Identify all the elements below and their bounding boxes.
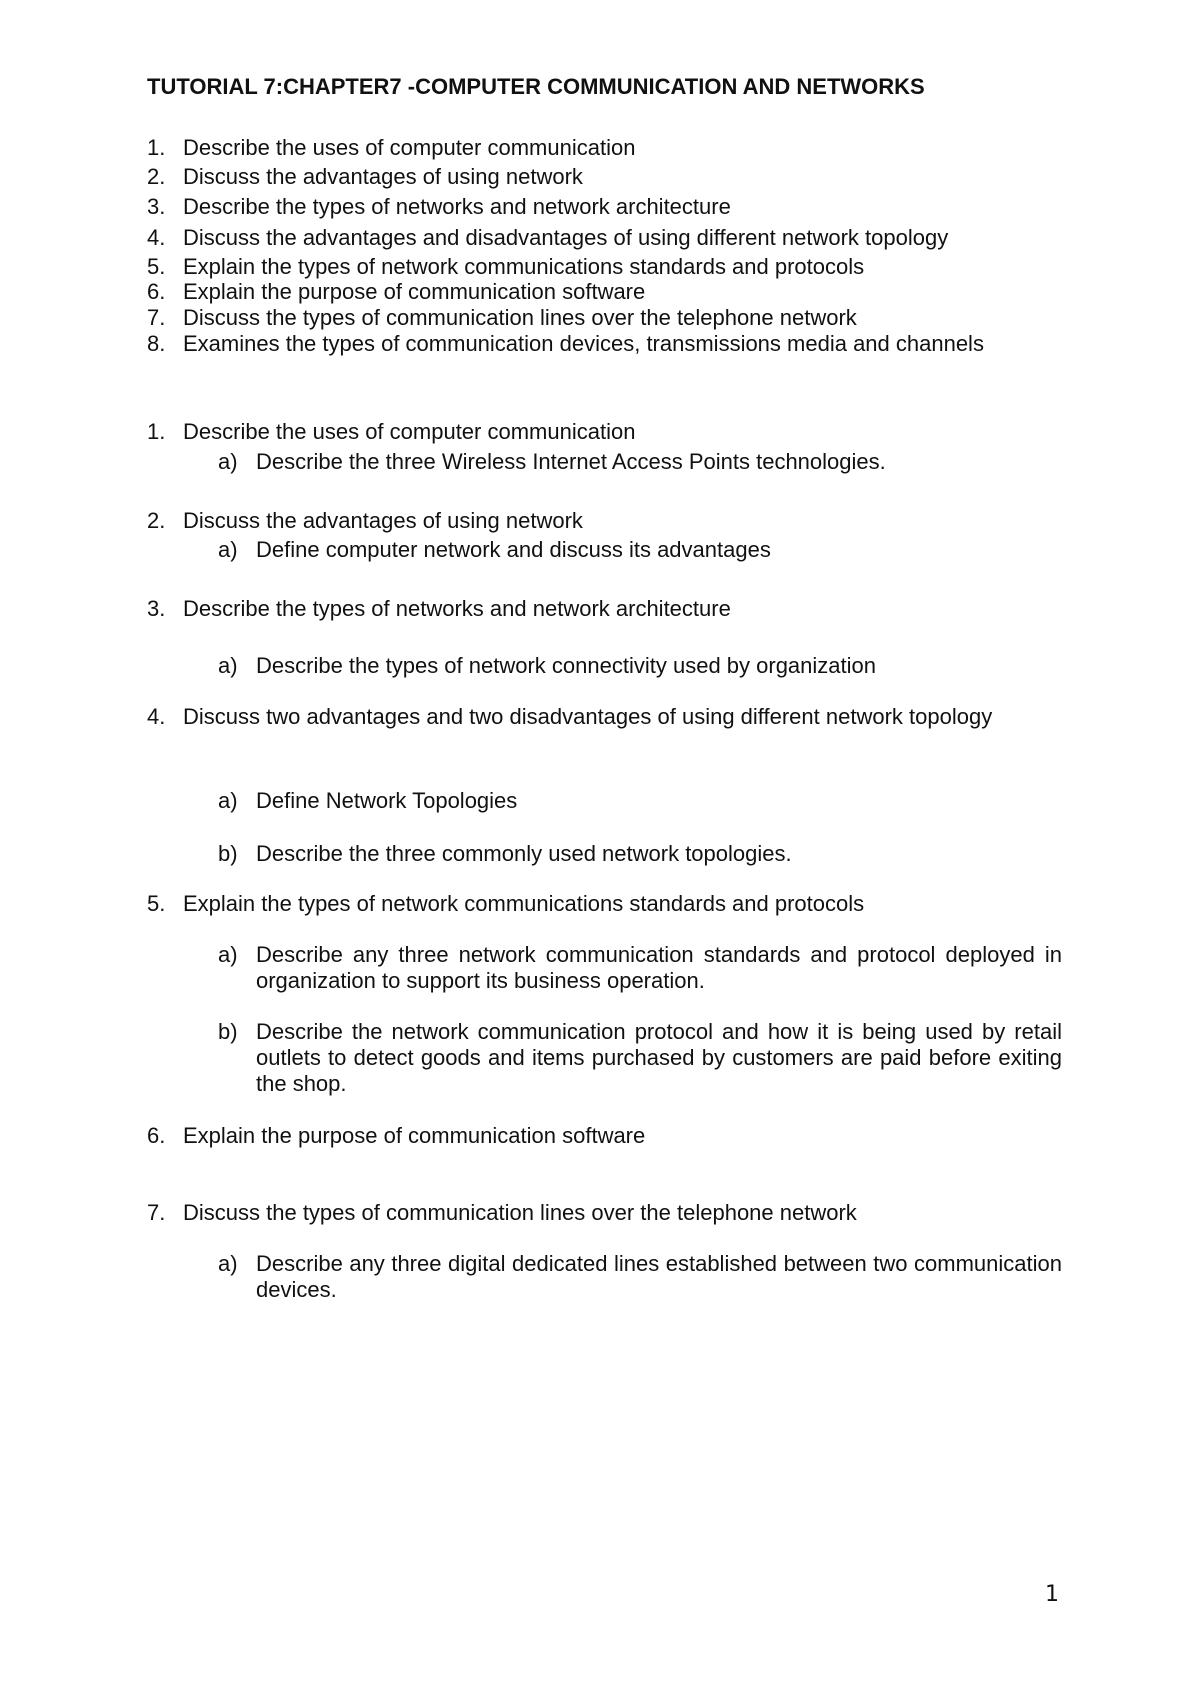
sub-question <box>218 536 1062 564</box>
sub-question <box>218 652 1062 680</box>
section-text: Discuss two advantages and two disadvantages of using different network topology <box>183 704 993 729</box>
list-item <box>147 253 1062 281</box>
item-number: 2. <box>147 164 166 189</box>
sub-label: b) <box>218 841 238 866</box>
sub-label: a) <box>218 788 238 813</box>
section-text: Discuss the advantages of using network <box>183 508 583 533</box>
sub-text: Define computer network and discuss its advantages <box>256 537 771 562</box>
item-text: Discuss the types of communication lines over the telephone network <box>183 305 857 330</box>
section-number: 3. <box>147 596 166 621</box>
sub-question <box>218 1019 1062 1097</box>
section-number: 4. <box>147 704 166 729</box>
section-text: Explain the types of network communications standards and protocols <box>183 891 865 916</box>
item-text: Explain the purpose of communication software <box>183 279 646 304</box>
list-item <box>147 163 1062 191</box>
section-text: Describe the types of networks and network architecture <box>183 596 731 621</box>
item-number: 7. <box>147 305 166 330</box>
list-item <box>147 224 1062 252</box>
sub-label: a) <box>218 537 238 562</box>
section-heading <box>147 1122 1062 1150</box>
sub-label: a) <box>218 1251 238 1276</box>
section-number: 5. <box>147 891 166 916</box>
sub-label: a) <box>218 449 238 474</box>
section-heading <box>147 703 1062 731</box>
list-item <box>147 134 1062 162</box>
item-text: Describe the types of networks and network architecture <box>183 194 731 219</box>
section-heading <box>147 1199 1062 1227</box>
page-number: 1 <box>1045 1582 1059 1607</box>
sub-label: a) <box>218 942 238 967</box>
item-number: 4. <box>147 225 166 250</box>
section-number: 1. <box>147 419 166 444</box>
sub-label: b) <box>218 1019 238 1044</box>
section-heading <box>147 418 1062 446</box>
sub-question <box>218 448 1062 476</box>
sub-text: Describe the network communication protocol and how it is being used by retail outlets to detect goods and items purchased by customers are paid before exiting the shop. <box>256 1019 1062 1096</box>
sub-text: Describe the types of network connectivity used by organization <box>256 653 876 678</box>
sub-text: Describe the three Wireless Internet Access Points technologies. <box>256 449 886 474</box>
item-number: 5. <box>147 254 166 279</box>
sub-question <box>218 840 1062 868</box>
list-item <box>147 278 1062 306</box>
section-number: 2. <box>147 508 166 533</box>
sub-label: a) <box>218 653 238 678</box>
section-number: 6. <box>147 1123 166 1148</box>
item-number: 1. <box>147 135 166 160</box>
item-number: 3. <box>147 194 166 219</box>
sub-text: Describe the three commonly used network topologies. <box>256 841 792 866</box>
sub-text: Describe any three network communication standards and protocol deployed in organization to support its business operation. <box>256 942 1062 993</box>
sub-question <box>218 942 1062 994</box>
item-number: 6. <box>147 279 166 304</box>
sub-question <box>218 1251 1062 1303</box>
item-text: Discuss the advantages of using network <box>183 164 583 189</box>
document-title: TUTORIAL 7:CHAPTER7 -COMPUTER COMMUNICATION AND NETWORKS <box>147 74 925 99</box>
section-heading <box>147 507 1062 535</box>
section-heading <box>147 890 1062 918</box>
sub-text: Define Network Topologies <box>256 788 518 813</box>
section-heading <box>147 595 1062 623</box>
section-text: Describe the uses of computer communication <box>183 419 636 444</box>
section-text: Discuss the types of communication lines over the telephone network <box>183 1200 857 1225</box>
list-item <box>147 193 1062 221</box>
item-text: Examines the types of communication devices, transmissions media and channels <box>183 331 984 356</box>
sub-question <box>218 787 1062 815</box>
item-number: 8. <box>147 331 166 356</box>
item-text: Discuss the advantages and disadvantages of using different network topology <box>183 225 949 250</box>
item-text: Describe the uses of computer communication <box>183 135 636 160</box>
list-item <box>147 330 1062 358</box>
list-item <box>147 304 1062 332</box>
sub-text: Describe any three digital dedicated lines established between two communication devices. <box>256 1251 1062 1302</box>
section-text: Explain the purpose of communication software <box>183 1123 646 1148</box>
item-text: Explain the types of network communications standards and protocols <box>183 254 865 279</box>
section-number: 7. <box>147 1200 166 1225</box>
